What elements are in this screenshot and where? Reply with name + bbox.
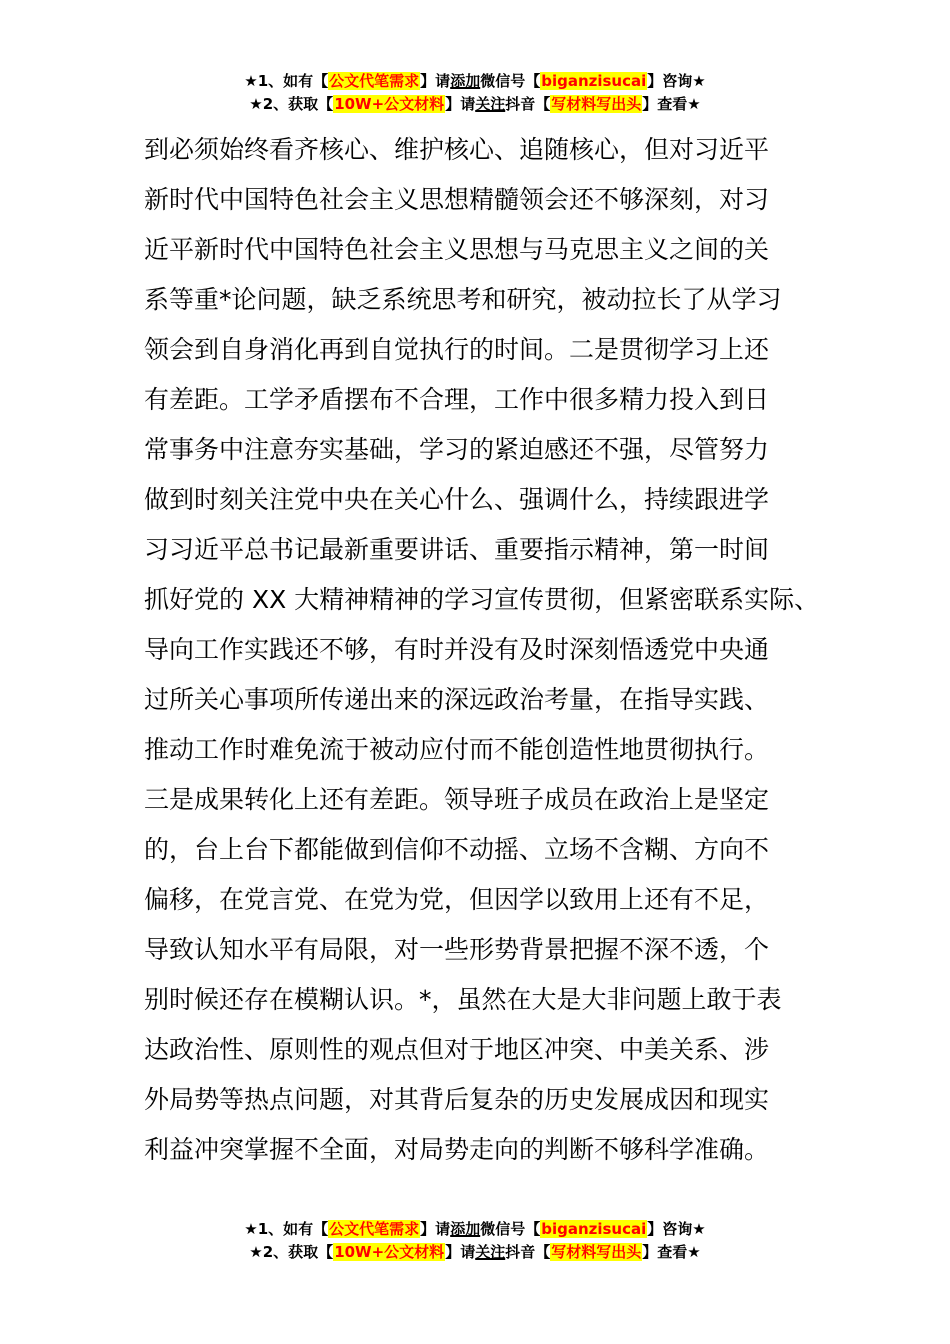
highlight-douyin-account: 写材料写出头 — [551, 95, 642, 113]
text-line: 习习近平总书记最新重要讲话、重要指示精神，第一时间 — [144, 535, 770, 564]
header-banner-line-1: ★1、如有【公文代笔需求】请添加微信号【biganzisucai】咨询★ — [244, 72, 706, 90]
text-line: 利益冲突掌握不全面，对局势走向的判断不够科学准确。 — [144, 1135, 770, 1164]
footer-banner-line-1: ★1、如有【公文代笔需求】请添加微信号【biganzisucai】咨询★ — [244, 1220, 706, 1238]
text-line: 做到时刻关注党中央在关心什么、强调什么，持续跟进学 — [144, 485, 770, 514]
text-line: 抓好党的 XX 大精神精神的学习宣传贯彻，但紧密联系实际、 — [144, 585, 820, 614]
text-line: 到必须始终看齐核心、维护核心、追随核心，但对习近平 — [144, 135, 770, 164]
text-line: 达政治性、原则性的观点但对于地区冲突、中美关系、涉 — [144, 1035, 770, 1064]
header-banner-line-2: ★2、获取【10W+公文材料】请关注抖音【写材料写出头】查看★ — [249, 95, 701, 113]
text-line: 过所关心事项所传递出来的深远政治考量，在指导实践、 — [144, 685, 770, 714]
highlight-materials: 10W+公文材料 — [334, 95, 445, 113]
highlight-wechat-id: biganzisucai — [541, 72, 647, 90]
highlight-writing-service: 公文代笔需求 — [329, 1220, 420, 1238]
text-line: 外局势等热点问题，对其背后复杂的历史发展成因和现实 — [144, 1085, 770, 1114]
text-line: 偏移，在党言党、在党为党，但因学以致用上还有不足， — [144, 885, 770, 914]
header-banner — [0, 70, 950, 116]
highlight-douyin-account: 写材料写出头 — [551, 1243, 642, 1261]
text-line: 系等重*论问题，缺乏系统思考和研究，被动拉长了从学习 — [144, 285, 782, 314]
highlight-writing-service: 公文代笔需求 — [329, 72, 420, 90]
text-line: 导致认知水平有局限，对一些形势背景把握不深不透，个 — [144, 935, 770, 964]
text-line: 别时候还存在模糊认识。*，虽然在大是大非问题上敢于表 — [144, 985, 782, 1014]
highlight-wechat-id: biganzisucai — [541, 1220, 647, 1238]
footer-banner — [0, 1218, 950, 1264]
text-line: 近平新时代中国特色社会主义思想与马克思主义之间的关 — [144, 235, 770, 264]
text-line: 有差距。工学矛盾摆布不合理，工作中很多精力投入到日 — [144, 385, 770, 414]
text-line: 新时代中国特色社会主义思想精髓领会还不够深刻，对习 — [144, 185, 770, 214]
text-line: 领会到自身消化再到自觉执行的时间。二是贯彻学习上还 — [144, 335, 770, 364]
document-body — [144, 125, 824, 1175]
text-line: 的，台上台下都能做到信仰不动摇、立场不含糊、方向不 — [144, 835, 770, 864]
footer-banner-line-2: ★2、获取【10W+公文材料】请关注抖音【写材料写出头】查看★ — [249, 1243, 701, 1261]
text-line: 常事务中注意夯实基础，学习的紧迫感还不强，尽管努力 — [144, 435, 770, 464]
text-line: 导向工作实践还不够，有时并没有及时深刻悟透党中央通 — [144, 635, 770, 664]
text-line: 推动工作时难免流于被动应付而不能创造性地贯彻执行。 — [144, 735, 770, 764]
text-line: 三是成果转化上还有差距。领导班子成员在政治上是坚定 — [144, 785, 770, 814]
highlight-materials: 10W+公文材料 — [334, 1243, 445, 1261]
